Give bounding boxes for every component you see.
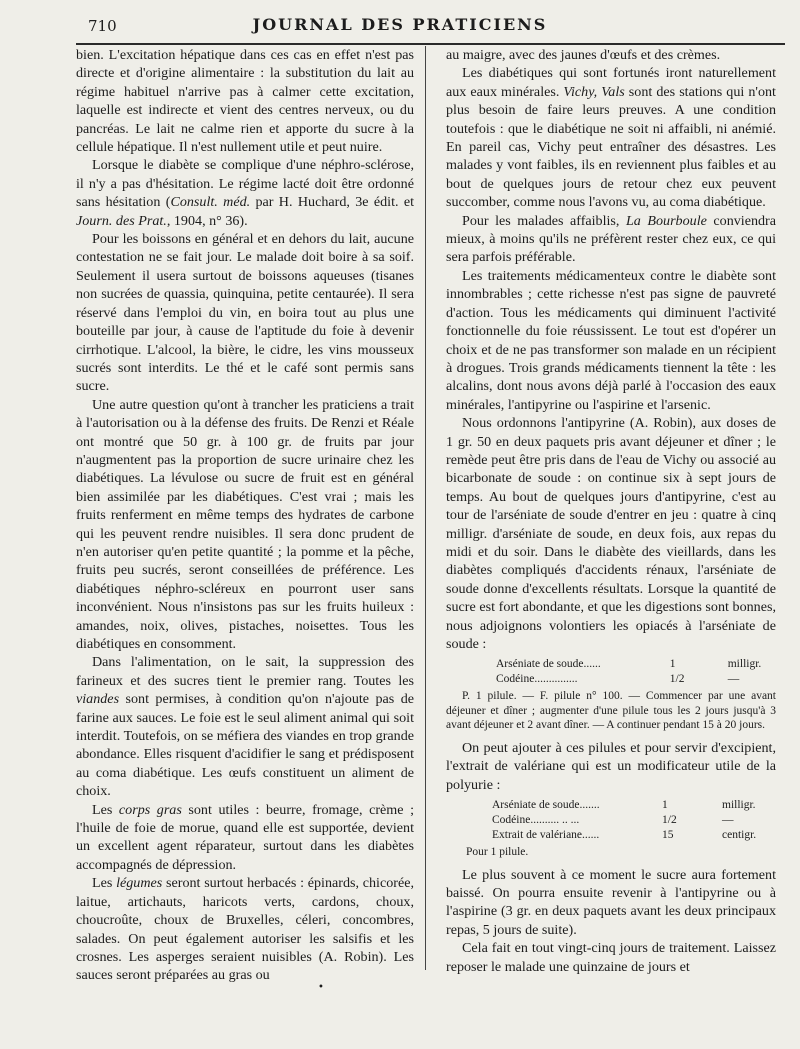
right-column-lower [446,866,776,976]
header-rule [76,43,785,45]
italic-term: Consult. méd. [170,194,251,211]
paragraph: Lorsque le diabète se complique d'une néphro-sclérose, il n'y a pas d'hésitation. Le régime lacté doit être ordonné sans hésitation (Consult. méd. par H. Huchard, 3e édit. et Journ. des Prat., 1904, n° 36). [76,157,415,229]
right-column [446,46,776,976]
prescription-2 [446,798,776,843]
prescription-1 [446,657,776,687]
left-column [76,46,414,985]
prescription-2-note: Pour 1 pilule. [466,846,529,859]
italic-term: La Bourboule [625,212,707,229]
paragraph: Dans l'alimentation, on le sait, la suppression des farineux et des sucres tient le premier rang. Toutes les viandes sont permises, à condition qu'on n'ajoute pas de farine aux sauces. Le foie est le seul aliment animal qui soit interdit. Toutefois, on se méfiera des viandes en trop grande abondance. Elles risquent d'acidifier le sang et prédisposent au coma diabétique. Les œufs constituent un aliment de choix. [76,654,414,800]
paragraph: Une autre question qu'ont à trancher les praticiens a trait à l'autorisation ou à la défense des fruits. De Renzi et Réale ont montré que 50 gr. à 100 gr. de fruits par jour n'augmentent pas la proportion de sucre urinaire chez les diabétiques. La lévulose ou sucre de fruit est en général bien assimilée par les diabétiques. C'est vrai ; mais les fruits renferment en même temps des hydrates de carbone qui les peuvent rendre nuisibles. Il sera donc prudent de n'en autoriser qu'en petite quantité ; la pomme et la pêche, fruits peu sucrés, seront conseillées de préférence. Les diabétiques néphro-scléreux en pourront user sans inconvénient. Nous n'insistons pas sur les fruits huileux : amandes, noix, olives, pistaches, noisettes. Tous les diabétiques en consomment. [76,396,414,652]
page-header [0,0,800,40]
ingredient-name: Arséniate de soude...... [496,658,601,671]
column-divider [425,46,426,970]
paragraph: Pour les malades affaiblis, La Bourboule conviendra mieux, à moins qu'ils ne préfèrent rester chez eux, ce qui sera parfois préférable. [446,212,776,266]
ingredient-quantity: 1/2 [662,814,677,827]
ingredient-quantity: 1/2 [669,673,685,686]
italic-term: légumes [116,875,163,892]
italic-term: Journ. des Prat. [76,212,167,229]
prescription-row [446,657,776,672]
prescription-row [446,828,776,843]
page-mark: • [318,982,324,993]
prescription-row [446,798,776,813]
ingredient-quantity: 1 [669,658,676,671]
paragraph: au maigre, avec des jaunes d'œufs et des crèmes. [446,47,721,63]
paragraph: Le plus souvent à ce moment le sucre aura fortement baissé. On pourra ensuite revenir à l'antipyrine ou à l'aspirine (3 gr. en deux paquets avant les deux principaux repas, 5 jours de suite). [446,866,776,938]
paragraph: Nous ordonnons l'antipyrine (A. Robin), aux doses de 1 gr. 50 en deux paquets pris avant déjeuner et dîner ; le remède peut être pris dans de l'eau de Vichy ou associé au bicarbonate de soude : on continue six à sept jours de temps. Au bout de quelques jours d'antipyrine, c'est au tour de l'arséniate de soude d'entrer en jeu : quatre à cinq milligr. d'arséniate de soude, en deux fois, aux repas du midi et du soir. Dans le diabète des vieillards, dans les diabètes compliqués d'accidents rénaux, l'arséniate de soude donne d'excellents résultats. Lorsque la quantité de sucre est fort abondante, et que les digestions sont bonnes, nous adjoignons volontiers les opiacés à l'arséniate de soude : [446,415,776,652]
paragraph: On peut ajouter à ces pilules et pour servir d'excipient, l'extrait de valériane qui est un modificateur utile de la polyurie : [446,739,776,793]
prescription-row [446,672,776,687]
italic-term: viandes [76,691,120,708]
prescription-1-note: P. 1 pilule. — F. pilule n° 100. — Commencer par une avant déjeuner et dîner ; augmenter d'une pilule tous les 2 jours jusqu'à 3 avant déjeuner et 2 avant dîner. — A continuer pendant 15 à 20 jours. [446,690,776,732]
ingredient-name: Codéine.......... .. ... [492,814,580,827]
paragraph: Pour les boissons en général et en dehors du lait, aucune contestation ne se fait jour. Le malade doit boire à sa soif. Seulement il usera surtout de boissons aqueuses (tisanes non sucrées de quassia, quinquina, petite centaurée). Il sera réservé dans l'emploi du vin, en boira tout au plus une bouteille par jour, à cause de l'aptitude du foie à devenir cirrhotique. L'alcool, la bière, le cidre, les vins mousseux sucrés sont interdits. Le thé et le café sont permis sans sucre. [76,231,414,395]
right-column-upper [446,46,776,653]
italic-term: corps gras [118,801,182,818]
ingredient-name: Codéine............... [496,673,578,686]
ingredient-name: Extrait de valériane...... [492,829,600,842]
paragraph: Les diabétiques qui sont fortunés iront naturellement aux eaux minérales. Vichy, Vals sont des stations qui n'ont plus besoin de faire leurs preuves. A une condition toutefois : que le diabétique ne soit ni affaibli, ni anémié. En pareil cas, Vichy peut entraîner des désastres. Les malades y vont faibles, ils en reviennent plus faibles et au bout de quelques jours de retour chez eux peuvent succomber, comme nous l'avons vu, au coma diabétique. [446,65,776,211]
ingredient-unit: milligr. [727,658,762,671]
italic-term: Vichy, Vals [563,83,625,100]
ingredient-unit: centigr. [722,829,757,842]
ingredient-name: Arséniate de soude....... [492,799,600,812]
prescription-row [446,813,776,828]
ingredient-unit: — [722,814,734,827]
page-number: 710 [88,17,117,35]
ingredient-unit: — [727,673,740,686]
paragraph: Les traitements médicamenteux contre le diabète sont innombrables ; cette richesse n'est pas signe de pauvreté d'action. Tous les médicaments qui diminuent l'activité fonctionnelle du foie réussissent. Le tout est d'opérer un choix et de ne pas transformer son malade en un récipient à drogues. Trois grands médicaments tiennent la tête : les alcalins, dont nous avons déjà parlé à l'occasion des eaux minérales, l'antipyrine ou l'aspirine et l'arsenic. [446,267,776,413]
paragraph: Les corps gras sont utiles : beurre, fromage, crème ; l'huile de foie de morue, quand elle est supportée, devient un excellent agent réparateur, surtout dans les diabètes accompagnés de dépression. [76,801,414,873]
journal-title: JOURNAL DES PRATICIENS [252,15,548,34]
paragraph: Cela fait en tout vingt-cinq jours de traitement. Laissez reposer le malade une quinzaine de jours et [446,940,776,975]
ingredient-quantity: 15 [662,829,674,842]
paragraph: bien. L'excitation hépatique dans ces cas en effet n'est pas directe et d'origine alimentaire : la substitution du lait au régime habituel n'arrive pas à calmer cette excitation, laquelle est indirecte et vient des centres nerveux, ou du pancréas. Le lait ne calme rien et apporte du sucre à la cellule hépatique. Il n'est nullement utile et peut nuire. [76,47,414,156]
paragraph: Les légumes seront surtout herbacés : épinards, chicorée, laitue, artichauts, haricots verts, cardons, choux, choucroûte, choux de Bruxelles, céleri, concombres, salades. On peut également autoriser les salsifis et les crosnes. Les asperges seraient nuisibles (A. Robin). Les sauces seront préparées au gras ou [76,875,415,984]
ingredient-quantity: 1 [662,799,668,812]
ingredient-unit: milligr. [722,799,756,812]
